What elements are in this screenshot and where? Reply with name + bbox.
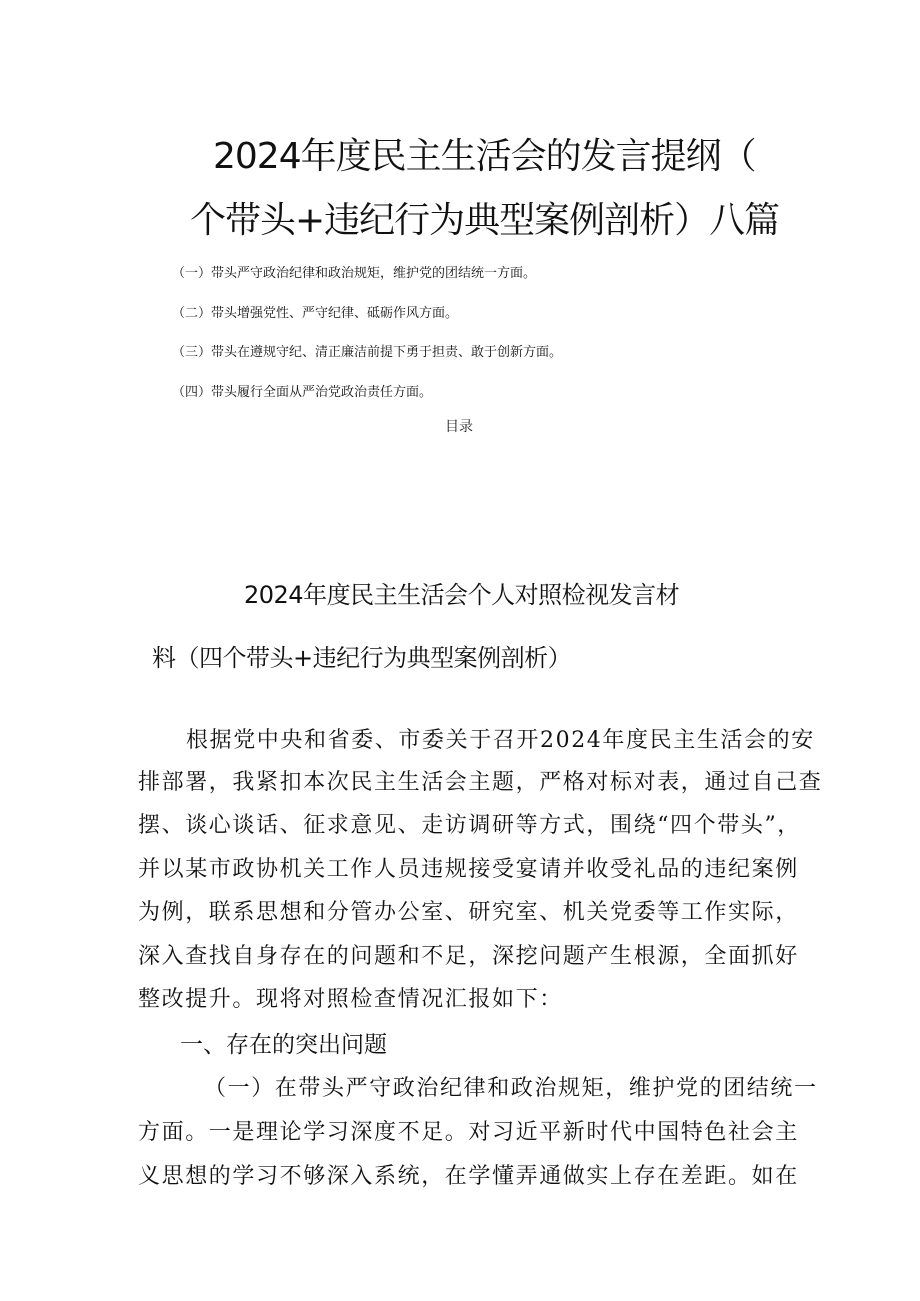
section-1-line-1: （一）在带头严守政治纪律和政治规矩，维护党的团结统一 xyxy=(204,1076,818,1101)
document-title-line-2: 个带头+违纪行为典型案例剖析）八篇 xyxy=(190,200,780,241)
intro-line-4: 并以某市政协机关工作人员违规接受宴请并收受礼品的违纪案例 xyxy=(138,857,799,882)
intro-line-2: 排部署，我紧扣本次民主生活会主题，严格对标对表，通过自己查 xyxy=(138,770,823,795)
article-title-line-2: 料（四个带头+违纪行为典型案例剖析） xyxy=(152,644,572,672)
intro-line-3: 摆、谈心谈话、征求意见、走访调研等方式，围绕“四个带头”， xyxy=(138,813,801,838)
intro-line-5: 为例，联系思想和分管办公室、研究室、机关党委等工作实际， xyxy=(138,900,799,925)
intro-line-6: 深入查找自身存在的问题和不足，深挖问题产生根源，全面抓好 xyxy=(138,944,799,969)
document-title-line-1: 2024年度民主生活会的发言提纲（ xyxy=(213,136,756,177)
intro-line-7: 整改提升。现将对照检查情况汇报如下： xyxy=(138,987,563,1012)
toc-item-3: （三）带头在遵规守纪、清正廉洁前提下勇于担责、敢于创新方面。 xyxy=(172,345,563,360)
intro-line-1: 根据党中央和省委、市委关于召开2024年度民主生活会的安 xyxy=(186,728,815,753)
toc-item-4: （四）带头履行全面从严治党政治责任方面。 xyxy=(172,385,433,400)
toc-item-2: （二）带头增强党性、严守纪律、砥砺作风方面。 xyxy=(172,306,459,321)
section-1-heading: 一、存在的突出问题 xyxy=(180,1032,387,1058)
toc-item-1: （一）带头严守政治纪律和政治规矩，维护党的团结统一方面。 xyxy=(172,266,537,281)
toc-label: 目录 xyxy=(445,419,473,435)
section-1-line-2: 方面。一是理论学习深度不足。对习近平新时代中国特色社会主 xyxy=(138,1120,799,1145)
article-title-line-1: 2024年度民主生活会个人对照检视发言材 xyxy=(244,581,680,609)
section-1-line-3: 义思想的学习不够深入系统，在学懂弄通做实上存在差距。如在 xyxy=(138,1164,799,1189)
